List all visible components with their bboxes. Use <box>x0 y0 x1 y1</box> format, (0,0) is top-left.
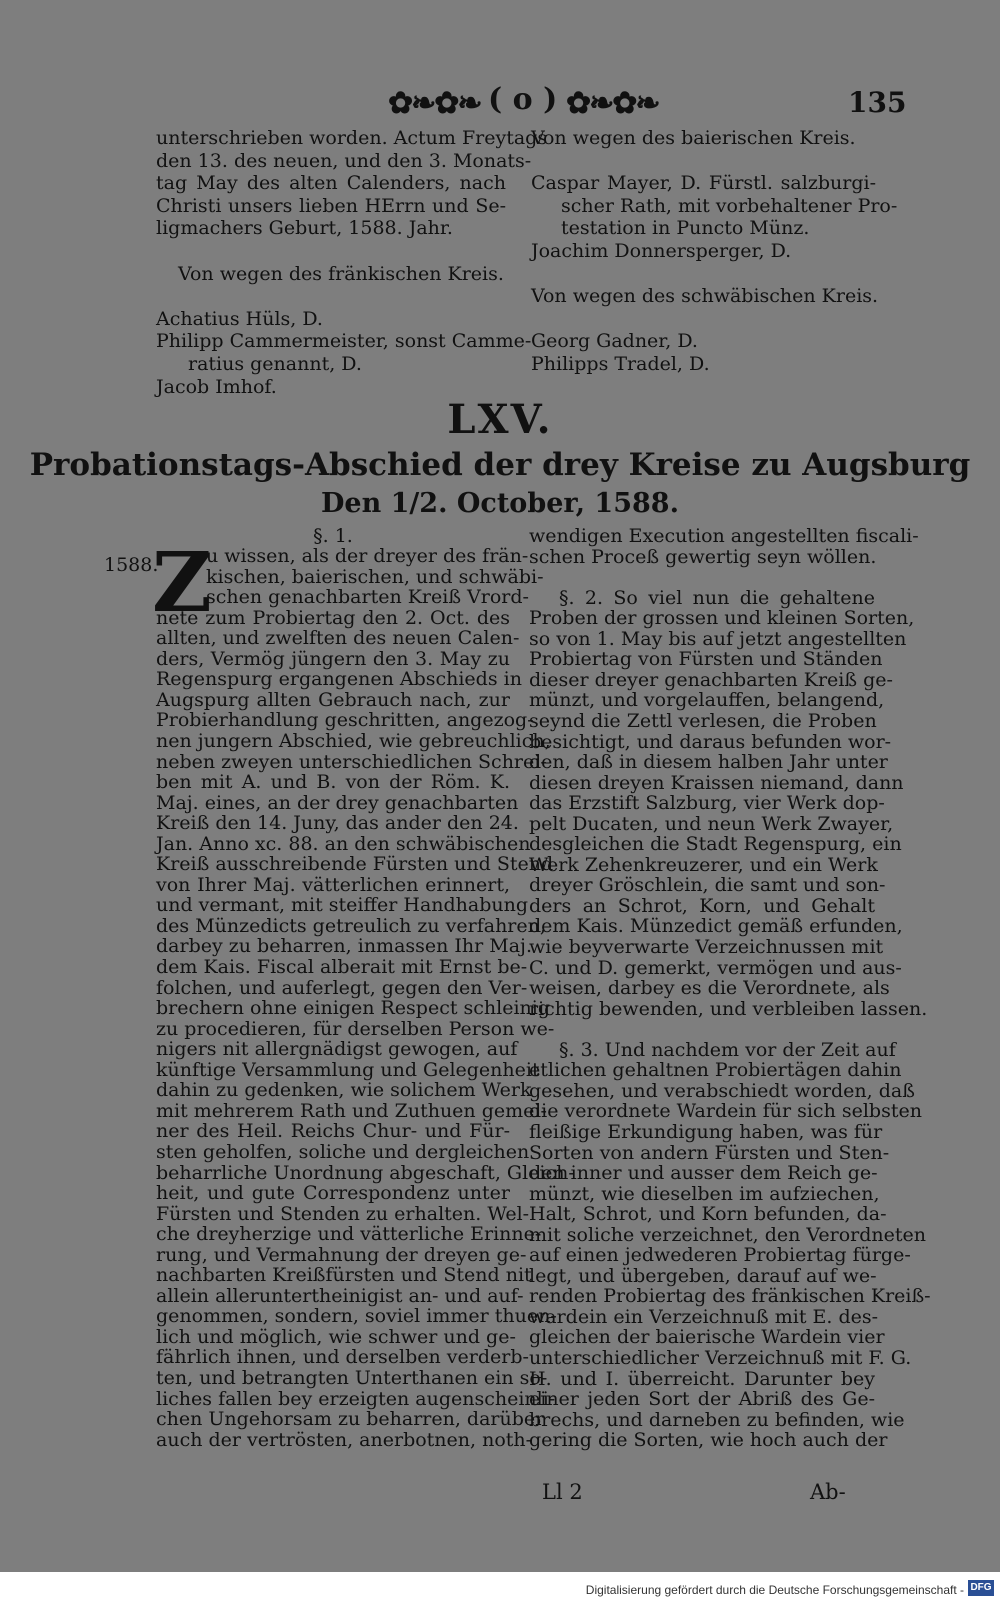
text-line: unterschiedlicher Verzeichnuß mit F. G. <box>529 1347 912 1369</box>
text-line: ben mit A. und B. von der Röm. K. <box>156 771 510 794</box>
text-line: legt, und übergeben, darauf auf we- <box>529 1264 877 1287</box>
text-line: C. und D. gemerkt, vermögen und aus- <box>529 956 902 979</box>
text-line: §. 2. So viel nun die gehaltene <box>559 586 875 609</box>
text-line: Sorten von andern Fürsten und Sten- <box>529 1141 890 1164</box>
text-line: brechern ohne einigen Respect schleinig <box>156 997 551 1020</box>
text-line: richtig bewenden, und verbleiben lassen. <box>529 997 928 1020</box>
text-line: Werk Zehenkreuzerer, und ein Werk <box>529 853 878 876</box>
text-line: einer jeden Sort der Abriß des Ge- <box>529 1388 875 1411</box>
text-line: gering die Sorten, wie hoch auch der <box>529 1429 888 1452</box>
text-line: den inner und ausser dem Reich ge- <box>529 1162 878 1185</box>
text-line: §. 3. Und nachdem vor der Zeit auf <box>559 1038 896 1061</box>
text-line: dieser dreyer genachbarten Kreiß ge- <box>529 668 893 691</box>
text-line: Jacob Imhof. <box>156 375 277 398</box>
section-title: Probationstags-Abschied der drey Kreise zu Augsburg <box>29 447 971 483</box>
text-line: allein alleruntertheinigist an- und auf- <box>156 1284 524 1307</box>
text-line: und vermant, mit steiffer Handhabung <box>156 894 529 917</box>
text-line: Augspurg allten Gebrauch nach, zur <box>156 688 510 711</box>
text-line: seynd die Zettl verlesen, die Proben <box>529 709 877 732</box>
text-line: dahin zu gedenken, wie solichem Werk <box>156 1079 532 1102</box>
text-line: Von wegen des schwäbischen Kreis. <box>531 285 879 308</box>
text-line: besichtigt, und daraus befunden wor- <box>529 730 892 753</box>
text-line: ten, und betrangten Unterthanen ein so- <box>156 1367 548 1389</box>
text-line: u wissen, als der dreyer des frän- <box>206 545 529 567</box>
text-line: che dreyherzige und vätterliche Erinne- <box>156 1223 542 1246</box>
text-line: schen genachbarten Kreiß Vrord- <box>206 586 529 609</box>
text-line: Jan. Anno xc. 88. an den schwäbischen <box>156 832 531 855</box>
text-line: Philipp Cammermeister, sonst Camme- <box>156 330 532 353</box>
section-number: LXV. <box>447 396 553 443</box>
text-line: mit soliche verzeichnet, den Verordneten <box>529 1223 927 1246</box>
text-line: ders an Schrot, Korn, und Gehalt <box>529 894 875 917</box>
text-line: gleichen der baierische Wardein vier <box>529 1326 885 1349</box>
text-line: fährlich ihnen, und derselben verderb- <box>156 1346 529 1369</box>
text-line: auf einen jedwederen Probiertag fürge- <box>529 1244 911 1267</box>
text-line: so von 1. May bis auf jetzt angestellten <box>529 627 907 650</box>
page-number: 135 <box>848 86 907 119</box>
text-line: Kreiß den 14. Juny, das ander den 24. <box>156 812 519 835</box>
text-line: wardein ein Verzeichnuß mit E. des- <box>529 1305 879 1328</box>
text-line: sten geholfen, soliche und dergleichen <box>156 1140 530 1163</box>
signature-mark: Ll 2 <box>542 1480 583 1504</box>
text-line: dreyer Gröschlein, die samt und son- <box>529 874 886 897</box>
text-line: Probierhandlung geschritten, angezog- <box>156 709 534 732</box>
header-ornament-right: ✿❧✿❧ <box>566 86 659 121</box>
text-line: Halt, Schrot, und Korn befunden, da- <box>529 1203 887 1226</box>
text-line: nachbarten Kreißfürsten und Stend nit <box>156 1264 532 1287</box>
text-line: ligmachers Geburt, 1588. Jahr. <box>156 217 453 240</box>
text-line: liches fallen bey erzeigten augenscheinli- <box>156 1387 556 1410</box>
text-line: pelt Ducaten, und neun Werk Zwayer, <box>529 812 894 835</box>
text-line: mit mehrerem Rath und Zuthuen gemei- <box>156 1099 547 1122</box>
dfg-logo: DFG <box>968 1580 994 1596</box>
text-line: nen jungern Abschied, wie gebreuchlich, <box>156 729 551 752</box>
text-line: gesehen, und verabschiedt worden, daß <box>529 1079 915 1102</box>
text-line: ner des Heil. Reichs Chur- und Für- <box>156 1120 510 1143</box>
text-line: ratius genannt, D. <box>188 353 362 375</box>
digitization-credit: Digitalisierung gefördert durch die Deutsche Forschungsgemeinschaft - <box>585 1583 964 1597</box>
text-line: folchen, und auferlegt, gegen den Ver- <box>156 976 528 999</box>
text-line: kischen, baierischen, und schwäbi- <box>206 565 544 588</box>
text-line: rung, und Vermahnung der dreyen ge- <box>156 1243 527 1266</box>
text-line: den, daß in diesem halben Jahr unter <box>529 751 888 774</box>
text-line: brechs, und darneben zu befinden, wie <box>529 1408 905 1431</box>
text-line: scher Rath, mit vorbehaltener Pro- <box>561 194 898 217</box>
text-line: münzt, wie dieselben im aufziechen, <box>529 1182 880 1205</box>
text-line: zu procedieren, für derselben Person we- <box>156 1017 555 1040</box>
paragraph-mark: §. 1. <box>313 525 353 547</box>
text-line: weisen, darbey es die Verordnete, als <box>529 977 890 1000</box>
text-line: dem Kais. Münzedict gemäß erfunden, <box>529 915 903 938</box>
text-line: künftige Versammlung und Gelegenheit <box>156 1058 540 1081</box>
text-line: Von wegen des baierischen Kreis. <box>531 127 856 149</box>
text-line: nete zum Probiertag den 2. Oct. des <box>156 606 510 629</box>
section-date: Den 1/2. October, 1588. <box>321 488 679 519</box>
text-line: chen Ungehorsam zu beharren, darüber <box>156 1408 545 1431</box>
text-line: wie beyverwarte Verzeichnussen mit <box>529 936 884 958</box>
text-line: Proben der grossen und kleinen Sorten, <box>529 607 915 630</box>
text-line: darbey zu beharren, inmassen Ihr Maj. <box>156 935 532 958</box>
text-line: tag May des alten Calenders, nach <box>156 172 506 195</box>
text-line: von Ihrer Maj. vätterlichen erinnert, <box>156 873 510 896</box>
text-line: Christi unsers lieben HErrn und Se- <box>156 194 506 217</box>
text-line: Fürsten und Stenden zu erhalten. Wel- <box>156 1202 530 1225</box>
text-line: Georg Gadner, D. <box>531 330 698 353</box>
text-line: Regenspurg ergangenen Abschieds in <box>156 668 522 691</box>
text-line: desgleichen die Stadt Regenspurg, ein <box>529 833 902 856</box>
text-line: auch der vertrösten, anerbotnen, noth- <box>156 1428 533 1451</box>
text-line: münzt, und vorgelauffen, belangend, <box>529 689 885 712</box>
text-line: die verordnete Wardein für sich selbsten <box>529 1100 922 1123</box>
text-line: des Münzedicts getreulich zu verfahren, <box>156 914 546 937</box>
text-line: dem Kais. Fiscal alberait mit Ernst be- <box>156 956 528 978</box>
header-ornament-left: ✿❧✿❧ <box>388 86 481 121</box>
text-line: Maj. eines, an der drey genachbarten <box>156 791 519 814</box>
text-line: schen Proceß gewertig seyn wöllen. <box>529 545 877 568</box>
text-line: Von wegen des fränkischen Kreis. <box>178 262 504 285</box>
margin-year: 1588. <box>104 554 159 576</box>
text-line: wendigen Execution angestellten fiscali- <box>529 525 919 547</box>
text-line: den 13. des neuen, und den 3. Monats- <box>156 149 532 172</box>
text-line: testation in Puncto Münz. <box>561 217 810 240</box>
text-line: heit, und gute Correspondenz unter <box>156 1182 510 1205</box>
text-line: etlichen gehaltnen Probiertägen dahin <box>529 1059 902 1082</box>
text-line: lich und möglich, wie schwer und ge- <box>156 1325 516 1348</box>
text-line: allten, und zwelften des neuen Calen- <box>156 627 520 650</box>
text-line: Achatius Hüls, D. <box>156 307 323 330</box>
header-mark: ( o ) <box>488 82 558 117</box>
text-line: beharrliche Unordnung abgeschaft, Gleich- <box>156 1161 575 1184</box>
text-line: Kreiß ausschreibende Fürsten und Stend <box>156 853 554 876</box>
catchword: Ab- <box>810 1480 846 1504</box>
text-line: Caspar Mayer, D. Fürstl. salzburgi- <box>531 172 876 195</box>
text-line: Joachim Donnersperger, D. <box>531 240 792 262</box>
drop-capital: Z <box>152 535 212 631</box>
text-line: ders, Vermög jüngern den 3. May zu <box>156 647 510 670</box>
text-line: diesen dreyen Kraissen niemand, dann <box>529 771 904 794</box>
text-line: H. und I. überreicht. Darunter bey <box>529 1367 875 1390</box>
text-line: fleißige Erkundigung haben, was für <box>529 1120 883 1143</box>
text-line: genommen, sondern, soviel immer thuen- <box>156 1305 557 1328</box>
text-line: unterschrieben worden. Actum Freytags <box>156 127 548 149</box>
text-line: Philipps Tradel, D. <box>531 353 710 375</box>
text-line: renden Probiertag des fränkischen Kreiß- <box>529 1285 931 1308</box>
text-line: Probiertag von Fürsten und Ständen <box>529 648 883 671</box>
text-line: neben zweyen unterschiedlichen Schrei- <box>156 750 547 773</box>
text-line: das Erzstift Salzburg, vier Werk dop- <box>529 792 885 815</box>
text-line: nigers nit allergnädigst gewogen, auf <box>156 1038 518 1061</box>
